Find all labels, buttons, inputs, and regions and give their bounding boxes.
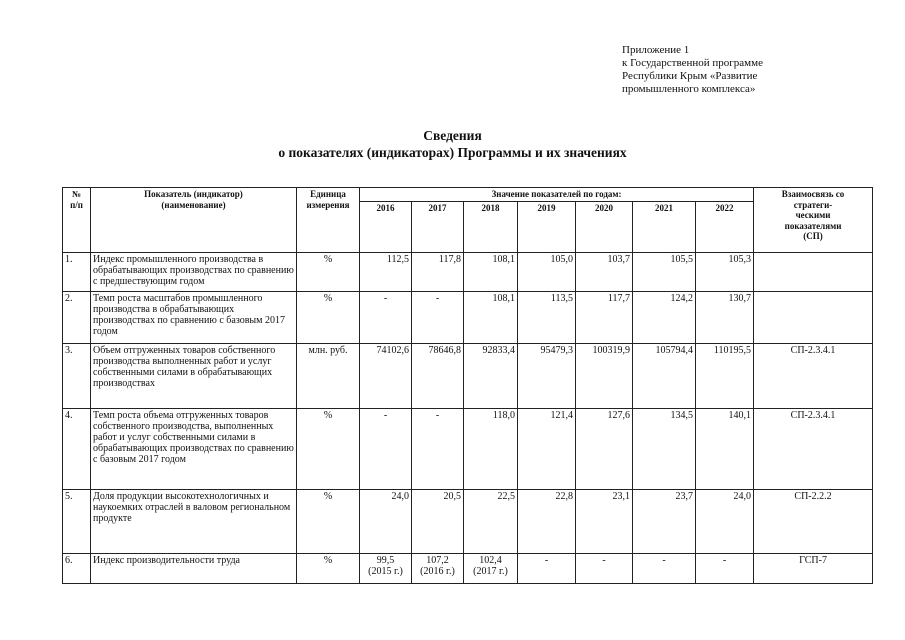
row-num: 4. <box>63 408 91 489</box>
value-note: (2016 г.) <box>420 565 455 577</box>
appendix-note <box>622 44 763 96</box>
value-cell: 78646,8 <box>412 343 464 408</box>
value-cell: 112,5 <box>360 252 412 291</box>
value-cell: 22,5 <box>464 489 518 553</box>
value-cell: - <box>412 408 464 489</box>
header-year: 2022 <box>696 201 754 252</box>
value-cell: 95479,3 <box>518 343 576 408</box>
value-cell <box>412 553 464 583</box>
strategic-link-cell: СП-2.3.4.1 <box>754 343 873 408</box>
value-cell: 113,5 <box>518 291 576 343</box>
value-cell: 105,0 <box>518 252 576 291</box>
row-num: 2. <box>63 291 91 343</box>
value-cell: - <box>360 408 412 489</box>
header-year: 2020 <box>576 201 633 252</box>
header-values-group: Значение показателей по годам: <box>360 188 754 202</box>
value-cell: 127,6 <box>576 408 633 489</box>
value-cell: 100319,9 <box>576 343 633 408</box>
value-cell: 134,5 <box>633 408 696 489</box>
value-cell: 124,2 <box>633 291 696 343</box>
value-main: 107,2 <box>426 554 449 566</box>
value-cell: 22,8 <box>518 489 576 553</box>
value-cell: - <box>633 553 696 583</box>
unit-cell: млн. руб. <box>297 343 360 408</box>
appendix-line: промышленного комплекса» <box>622 83 756 95</box>
value-cell: 110195,5 <box>696 343 754 408</box>
value-cell: 108,1 <box>464 252 518 291</box>
indicator-name: Доля продукции высокотехнологичных и наукоемких отраслей в валовом региональном продукте <box>91 489 297 553</box>
indicator-name: Индекс производительности труда <box>91 553 297 583</box>
header-year: 2017 <box>412 201 464 252</box>
row-num: 1. <box>63 252 91 291</box>
value-cell: - <box>518 553 576 583</box>
header-strategic-link: Взаимосвязь со стратеги- ческими показателями (СП) <box>754 188 873 253</box>
title-line-2: о показателях (индикаторах) Программы и их значениях <box>278 145 627 160</box>
value-cell: - <box>696 553 754 583</box>
header-year: 2016 <box>360 201 412 252</box>
value-main: 99,5 <box>376 554 395 566</box>
indicator-name: Темп роста объема отгруженных товаров собственного производства, выполненных работ и услуг собственными силами в обрабатывающих производствах по сравнению с базовым 2017 годом <box>91 408 297 489</box>
value-cell <box>360 553 412 583</box>
value-cell: 117,7 <box>576 291 633 343</box>
value-cell: 121,4 <box>518 408 576 489</box>
header-year: 2021 <box>633 201 696 252</box>
value-cell: 23,1 <box>576 489 633 553</box>
value-cell: 105,3 <box>696 252 754 291</box>
value-cell: 105794,4 <box>633 343 696 408</box>
value-cell: 23,7 <box>633 489 696 553</box>
unit-cell: % <box>297 252 360 291</box>
value-cell: 105,5 <box>633 252 696 291</box>
unit-cell: % <box>297 408 360 489</box>
strategic-link-cell <box>754 291 873 343</box>
value-cell: 118,0 <box>464 408 518 489</box>
unit-cell: % <box>297 553 360 583</box>
table-row <box>63 553 873 583</box>
row-num: 6. <box>63 553 91 583</box>
document-title <box>0 127 905 161</box>
appendix-line: Приложение 1 <box>622 44 690 56</box>
header-indicator: Показатель (индикатор) (наименование) <box>91 188 297 253</box>
appendix-line: Республики Крым «Развитие <box>622 70 758 82</box>
value-cell: 20,5 <box>412 489 464 553</box>
header-num: № п/п <box>63 188 91 253</box>
table-row <box>63 489 873 553</box>
header-unit: Единица измерения <box>297 188 360 253</box>
header-year: 2019 <box>518 201 576 252</box>
value-cell: - <box>576 553 633 583</box>
value-main: 102,4 <box>479 554 502 566</box>
indicator-name: Темп роста масштабов промышленного производства в обрабатывающих производствах по сравнению с базовым 2017 годом <box>91 291 297 343</box>
value-cell: - <box>360 291 412 343</box>
title-line-1: Сведения <box>423 128 482 143</box>
value-cell: 24,0 <box>360 489 412 553</box>
strategic-link-cell: ГСП-7 <box>754 553 873 583</box>
strategic-link-cell <box>754 252 873 291</box>
value-cell: 108,1 <box>464 291 518 343</box>
indicator-name: Объем отгруженных товаров собственного производства выполненных работ и услуг собственными силами в обрабатывающих производствах <box>91 343 297 408</box>
table-row <box>63 291 873 343</box>
table-row <box>63 343 873 408</box>
value-cell: 24,0 <box>696 489 754 553</box>
value-cell: 103,7 <box>576 252 633 291</box>
unit-cell: % <box>297 489 360 553</box>
value-cell: 130,7 <box>696 291 754 343</box>
unit-cell: % <box>297 291 360 343</box>
value-note: (2017 г.) <box>473 565 508 577</box>
value-cell: 117,8 <box>412 252 464 291</box>
row-num: 5. <box>63 489 91 553</box>
strategic-link-cell: СП-2.3.4.1 <box>754 408 873 489</box>
value-cell: 140,1 <box>696 408 754 489</box>
indicator-name: Индекс промышленного производства в обрабатывающих производствах по сравнению с предшествующим годом <box>91 252 297 291</box>
table-row <box>63 408 873 489</box>
appendix-line: к Государственной программе <box>622 57 763 69</box>
indicators-table <box>62 187 873 584</box>
value-cell: 92833,4 <box>464 343 518 408</box>
table-row <box>63 252 873 291</box>
value-cell: 74102,6 <box>360 343 412 408</box>
value-note: (2015 г.) <box>368 565 403 577</box>
header-year: 2018 <box>464 201 518 252</box>
strategic-link-cell: СП-2.2.2 <box>754 489 873 553</box>
value-cell: - <box>412 291 464 343</box>
value-cell <box>464 553 518 583</box>
row-num: 3. <box>63 343 91 408</box>
